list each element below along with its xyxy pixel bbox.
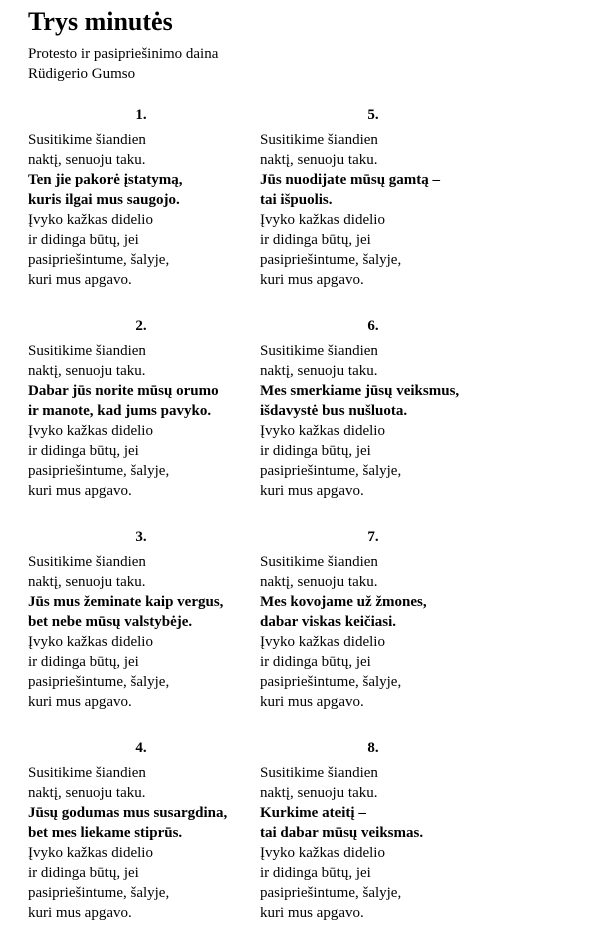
verse-number: 7.	[367, 528, 379, 545]
verse-line: pasipriešintume, šalyje,	[260, 462, 402, 479]
verse-line: kuri mus apgavo.	[28, 271, 132, 288]
verse-line-emphasis: bet mes liekame stiprūs.	[28, 824, 183, 841]
verse-lines	[28, 341, 254, 501]
verse-line: pasipriešintume, šalyje,	[28, 251, 170, 268]
verse-lines	[28, 130, 254, 290]
verse-line-emphasis: Mes kovojame už žmones,	[260, 593, 427, 610]
verse-line-emphasis: dabar viskas keičiasi.	[260, 613, 397, 630]
verse-number: 4.	[135, 739, 147, 756]
verse-line: ir didinga būtų, jei	[28, 231, 139, 248]
verse-line: Susitikime šiandien	[28, 764, 146, 781]
verse-number: 1.	[135, 106, 147, 123]
verse-line: kuri mus apgavo.	[260, 482, 364, 499]
verse-line: Įvyko kažkas didelio	[28, 633, 153, 650]
verse-line: Susitikime šiandien	[28, 342, 146, 359]
verse-lines	[260, 130, 486, 290]
verse-line-emphasis: tai išpuolis.	[260, 191, 333, 208]
verse	[260, 316, 486, 501]
verse-line-emphasis: Ten jie pakorė įstatymą,	[28, 171, 183, 188]
verse-line: naktį, senuoju taku.	[28, 573, 146, 590]
verses-column-left	[28, 105, 254, 949]
verse-lines	[260, 552, 486, 712]
verse-line: Įvyko kažkas didelio	[260, 844, 385, 861]
verse	[260, 738, 486, 923]
verse-line: naktį, senuoju taku.	[28, 784, 146, 801]
verse-line-emphasis: kuris ilgai mus saugojo.	[28, 191, 180, 208]
verse-line: ir didinga būtų, jei	[28, 442, 139, 459]
verse-number: 2.	[135, 317, 147, 334]
verse-line: pasipriešintume, šalyje,	[28, 673, 170, 690]
verse	[260, 527, 486, 712]
verse-line: naktį, senuoju taku.	[28, 362, 146, 379]
verse-line: ir didinga būtų, jei	[28, 653, 139, 670]
document-subtitle: Protesto ir pasipriešinimo daina	[28, 45, 219, 62]
verse-line-emphasis: Jūsų godumas mus susargdina,	[28, 804, 228, 821]
verse-line: Susitikime šiandien	[260, 342, 378, 359]
verse-lines	[28, 763, 254, 923]
verse-line: Susitikime šiandien	[260, 131, 378, 148]
verse-number: 3.	[135, 528, 147, 545]
verse-line: pasipriešintume, šalyje,	[260, 673, 402, 690]
verse-line: Susitikime šiandien	[28, 553, 146, 570]
verse-line: Įvyko kažkas didelio	[260, 633, 385, 650]
verse-line: Įvyko kažkas didelio	[260, 211, 385, 228]
verse-line-emphasis: Dabar jūs norite mūsų orumo	[28, 382, 219, 399]
verse-line: ir didinga būtų, jei	[28, 864, 139, 881]
verse-line: ir didinga būtų, jei	[260, 442, 371, 459]
verse-line-emphasis: Mes smerkiame jūsų veiksmus,	[260, 382, 460, 399]
verse-columns	[28, 105, 606, 949]
verse-line-emphasis: išdavystė bus nušluota.	[260, 402, 408, 419]
verse-line: kuri mus apgavo.	[28, 904, 132, 921]
verse-line: ir didinga būtų, jei	[260, 231, 371, 248]
verse-lines	[260, 341, 486, 501]
verse-line: Susitikime šiandien	[260, 764, 378, 781]
verse-line: kuri mus apgavo.	[260, 271, 364, 288]
verse-line: kuri mus apgavo.	[260, 693, 364, 710]
verse-number: 8.	[367, 739, 379, 756]
document-title: Trys minutės	[28, 7, 173, 36]
verse-line: naktį, senuoju taku.	[260, 151, 378, 168]
verse	[260, 105, 486, 290]
verse-line: ir didinga būtų, jei	[260, 653, 371, 670]
verse-line: pasipriešintume, šalyje,	[28, 462, 170, 479]
verse-line: Įvyko kažkas didelio	[28, 422, 153, 439]
verse-line-emphasis: bet nebe mūsų valstybėje.	[28, 613, 193, 630]
verse-line: pasipriešintume, šalyje,	[28, 884, 170, 901]
verse-line-emphasis: Kurkime ateitį –	[260, 804, 366, 821]
verse-number: 5.	[367, 106, 379, 123]
verse-line: ir didinga būtų, jei	[260, 864, 371, 881]
verse-line: Įvyko kažkas didelio	[260, 422, 385, 439]
verses-column-right	[260, 105, 486, 949]
verse-lines	[28, 552, 254, 712]
verse-line: Susitikime šiandien	[28, 131, 146, 148]
verse-line: Susitikime šiandien	[260, 553, 378, 570]
verse-line: Įvyko kažkas didelio	[28, 211, 153, 228]
verse	[28, 105, 254, 290]
verse	[28, 527, 254, 712]
verse	[28, 316, 254, 501]
verse-line: Įvyko kažkas didelio	[28, 844, 153, 861]
verse-line: kuri mus apgavo.	[260, 904, 364, 921]
verse-line-emphasis: Jūs mus žeminate kaip vergus,	[28, 593, 224, 610]
verse-line: naktį, senuoju taku.	[260, 362, 378, 379]
verse-lines	[260, 763, 486, 923]
verse-line-emphasis: ir manote, kad jums pavyko.	[28, 402, 212, 419]
verse-line: kuri mus apgavo.	[28, 693, 132, 710]
verse-line-emphasis: Jūs nuodijate mūsų gamtą –	[260, 171, 441, 188]
document-author: Rüdigerio Gumso	[28, 65, 136, 82]
verse-line: naktį, senuoju taku.	[28, 151, 146, 168]
verse	[28, 738, 254, 923]
verse-line: naktį, senuoju taku.	[260, 573, 378, 590]
verse-number: 6.	[367, 317, 379, 334]
verse-line: naktį, senuoju taku.	[260, 784, 378, 801]
verse-line: kuri mus apgavo.	[28, 482, 132, 499]
verse-line: pasipriešintume, šalyje,	[260, 884, 402, 901]
verse-line: pasipriešintume, šalyje,	[260, 251, 402, 268]
verse-line-emphasis: tai dabar mūsų veiksmas.	[260, 824, 424, 841]
